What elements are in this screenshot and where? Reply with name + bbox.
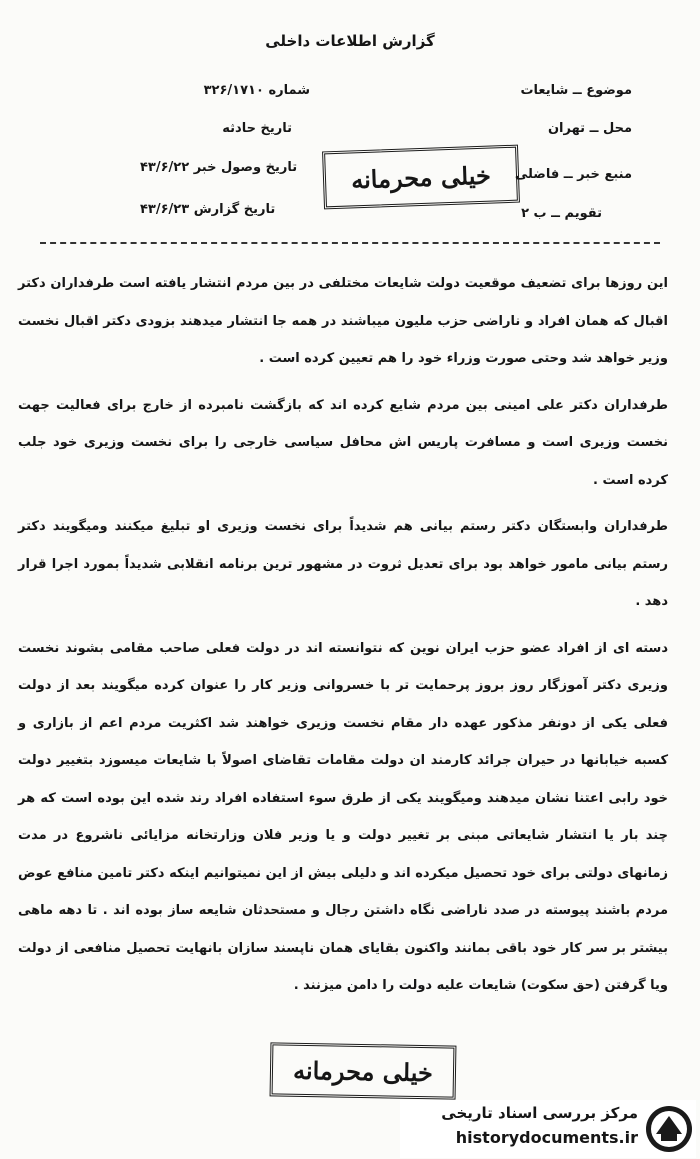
- location-field: محل ــ تهران: [547, 121, 632, 136]
- report-title: گزارش اطلاعات داخلی: [265, 32, 435, 50]
- archive-logo-icon: [644, 1104, 694, 1154]
- paragraph-1: این روزها برای تضعیف موقعیت دولت شایعات مختلفی در بین مردم انتشار یافته است طرفداران دکتر اقبال که همان افراد و ناراضی حزب ملیون میباشند در همه جا انتشار میدهند بزودی دکتر اقبال نخست وزیر خواهد شد وحتی صورت وزراء خود را هم تعیین کرده است .: [18, 276, 668, 366]
- source-field: منبع خبر ــ فاضلی: [514, 167, 632, 182]
- report-date-field: تاریخ گزارش ۴۳/۶/۲۳: [140, 202, 276, 217]
- archive-watermark: [400, 1100, 696, 1158]
- rating-field: تقویم ــ ب ۲: [521, 206, 602, 221]
- archive-url: historydocuments.ir: [455, 1128, 638, 1147]
- archive-name: مرکز بررسی اسناد تاریخی: [441, 1104, 638, 1122]
- event-date-field: تاریخ حادثه: [222, 121, 292, 136]
- subject-field: موضوع ــ شایعات: [520, 83, 632, 98]
- received-date-field: تاریخ وصول خبر ۴۳/۶/۲۲: [140, 160, 298, 175]
- paragraph-3: طرفداران وابستگان دکتر رستم بیانی هم شدیداً برای نخست وزیری او تبلیغ میکنند ومیگویند دکتر رستم بیانی مامور خواهد بود برای تعدیل ثروت در مشهور ترین برنامه انقلابی شدیداً بمورد اجرا قرار دهد .: [18, 519, 668, 609]
- confidential-stamp-bottom: خیلی محرمانه: [270, 1042, 457, 1099]
- confidential-stamp-top: خیلی محرمانه: [322, 145, 520, 210]
- paragraph-4: دسته ای از افراد عضو حزب ایران نوین که نتوانسته اند در دولت فعلی صاحب مقامی بشوند نخست وزیری دکتر آموزگار روز بروز پرحمایت تر با خسروانی وزیر کار را عنوان کرده میگویند بعد از دولت فعلی یکی از دونفر مذکور عهده دار مقام نخست وزیری خواهند شد اکثریت مردم اعم از بازاری و کسبه خیابانها در حیران جرائد کارمند ان دولت مقامات تقاضای اصولاً با شایعات میسوزد بتغییر دولت خود رابی اعتنا نشان میدهند ومیگویند یکی از طرق سوء استفاده افراد رند شده این بوده است که هر چند بار یا انتشار شایعاتی مبنی بر تغییر دولت و یا وزیر فلان وزارتخانه مزایائی ناشروع در مدت زمانهای دولتی برای خود تحصیل میکرده اند و دلیلی بیش از این نمیتوانیم اینکه دکتر تامین منافع عوض مردم باشند پیوسته در صدد ناراضی نگاه داشتن رجال و مستحدثان شایعه ساز بوده اند . تا دهه ماهی بیشتر بر سر کار خود باقی بمانند واکنون بقایای همان ناپسند سازان بانهایت تحصیل منافعی از دولت ویا گرفتن (حق سکوت) شایعات علیه دولت را دامن میزنند .: [18, 640, 668, 993]
- number-field: شماره ۳۲۶/۱۷۱۰: [203, 83, 310, 98]
- report-body: [18, 265, 668, 1005]
- paragraph-2: طرفداران دکتر علی امینی بین مردم شایع کرده اند که بازگشت نامبرده از خارج برای فعالیت جهت نخست وزیری است و مسافرت پاریس اش محافل سیاسی خارجی را برای نخست وزیری خود جلب کرده است .: [18, 397, 668, 488]
- header-divider: [40, 242, 660, 244]
